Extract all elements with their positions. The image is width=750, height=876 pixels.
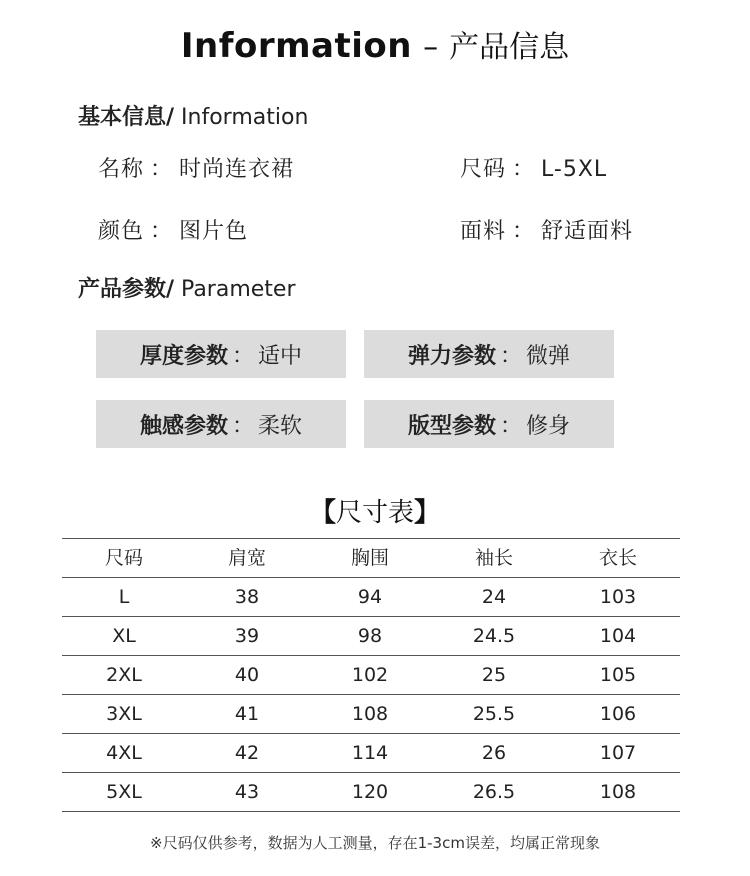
parameter-heading-en: Parameter: [174, 277, 296, 302]
table-row: [62, 733, 680, 772]
title-english: Information: [180, 26, 412, 66]
param-value: 微弹: [526, 343, 571, 369]
table-cell: 26: [481, 742, 507, 764]
table-header-cell: 衣长: [598, 547, 637, 569]
table-row: [62, 772, 680, 812]
param-elasticity: [364, 330, 614, 378]
table-cell: 5XL: [106, 781, 142, 803]
bracket-close: 】: [414, 498, 441, 528]
info-label: 名称: [98, 157, 145, 182]
table-cell: 25: [481, 664, 507, 686]
table-row: [62, 616, 680, 655]
info-sep: ：: [150, 157, 174, 182]
table-cell: 41: [234, 703, 260, 725]
table-cell: 102: [351, 664, 389, 686]
table-cell: 94: [357, 586, 383, 608]
table-cell: 106: [599, 703, 637, 725]
info-sep: ：: [150, 219, 174, 244]
size-table: [62, 538, 680, 812]
table-cell: 107: [599, 742, 637, 764]
table-cell: 42: [234, 742, 260, 764]
table-cell: 24: [481, 586, 507, 608]
table-cell: 4XL: [106, 742, 142, 764]
table-cell: 105: [599, 664, 637, 686]
table-cell: 26.5: [472, 781, 516, 803]
param-touch: [96, 400, 346, 448]
size-chart-title: [0, 492, 750, 529]
info-fabric: [460, 214, 633, 245]
basic-info-heading: [78, 100, 308, 131]
basic-info-heading-cn: 基本信息/: [78, 105, 175, 130]
table-row: [62, 694, 680, 733]
title-chinese: 产品信息: [449, 30, 570, 65]
table-row: [62, 577, 680, 616]
info-label: 面料: [460, 219, 507, 244]
info-value: 图片色: [179, 219, 249, 244]
table-cell: 3XL: [106, 703, 142, 725]
info-sep: ：: [512, 219, 536, 244]
table-cell: 38: [234, 586, 260, 608]
table-cell: 114: [351, 742, 389, 764]
title-separator: –: [423, 30, 439, 65]
param-fit: [364, 400, 614, 448]
info-label: 颜色: [98, 219, 145, 244]
info-label: 尺码: [460, 157, 507, 182]
bracket-open: 【: [309, 498, 336, 528]
table-cell: 40: [234, 664, 260, 686]
info-name: [98, 152, 294, 183]
param-thickness: [96, 330, 346, 378]
param-sep: ：: [499, 343, 522, 369]
param-sep: ：: [231, 413, 254, 439]
parameter-heading: [78, 272, 296, 303]
param-value: 修身: [526, 413, 571, 439]
param-sep: ：: [499, 413, 522, 439]
info-value: L-5XL: [541, 157, 608, 182]
param-label: 厚度参数: [139, 343, 228, 369]
table-cell: 103: [599, 586, 637, 608]
table-cell: 39: [234, 625, 260, 647]
table-cell: XL: [112, 625, 136, 647]
param-value: 柔软: [258, 413, 303, 439]
param-label: 弹力参数: [407, 343, 496, 369]
table-cell: L: [118, 586, 130, 608]
basic-info-heading-en: Information: [174, 105, 309, 130]
info-value: 时尚连衣裙: [179, 157, 295, 182]
table-header-cell: 尺码: [104, 547, 143, 569]
table-cell: 108: [351, 703, 389, 725]
table-cell: 25.5: [472, 703, 516, 725]
info-value: 舒适面料: [541, 219, 634, 244]
table-cell: 24.5: [472, 625, 516, 647]
info-color: [98, 214, 248, 245]
table-cell: 120: [351, 781, 389, 803]
table-header-row: [62, 538, 680, 577]
param-label: 版型参数: [407, 413, 496, 439]
size-disclaimer-note: ※尺码仅供参考，数据为人工测量，存在1-3cm误差，均属正常现象: [150, 834, 600, 852]
info-size: [460, 152, 607, 183]
parameter-heading-cn: 产品参数/: [78, 277, 175, 302]
param-label: 触感参数: [139, 413, 228, 439]
table-row: [62, 655, 680, 694]
table-cell: 2XL: [106, 664, 142, 686]
table-header-cell: 肩宽: [227, 547, 266, 569]
param-value: 适中: [258, 343, 303, 369]
table-cell: 108: [599, 781, 637, 803]
table-header-cell: 胸围: [350, 547, 389, 569]
param-sep: ：: [231, 343, 254, 369]
size-chart-title-text: 尺寸表: [335, 498, 414, 528]
table-header-cell: 袖长: [474, 547, 513, 569]
info-sep: ：: [512, 157, 536, 182]
table-cell: 104: [599, 625, 637, 647]
page-title: [0, 22, 750, 66]
table-cell: 43: [234, 781, 260, 803]
table-cell: 98: [357, 625, 383, 647]
